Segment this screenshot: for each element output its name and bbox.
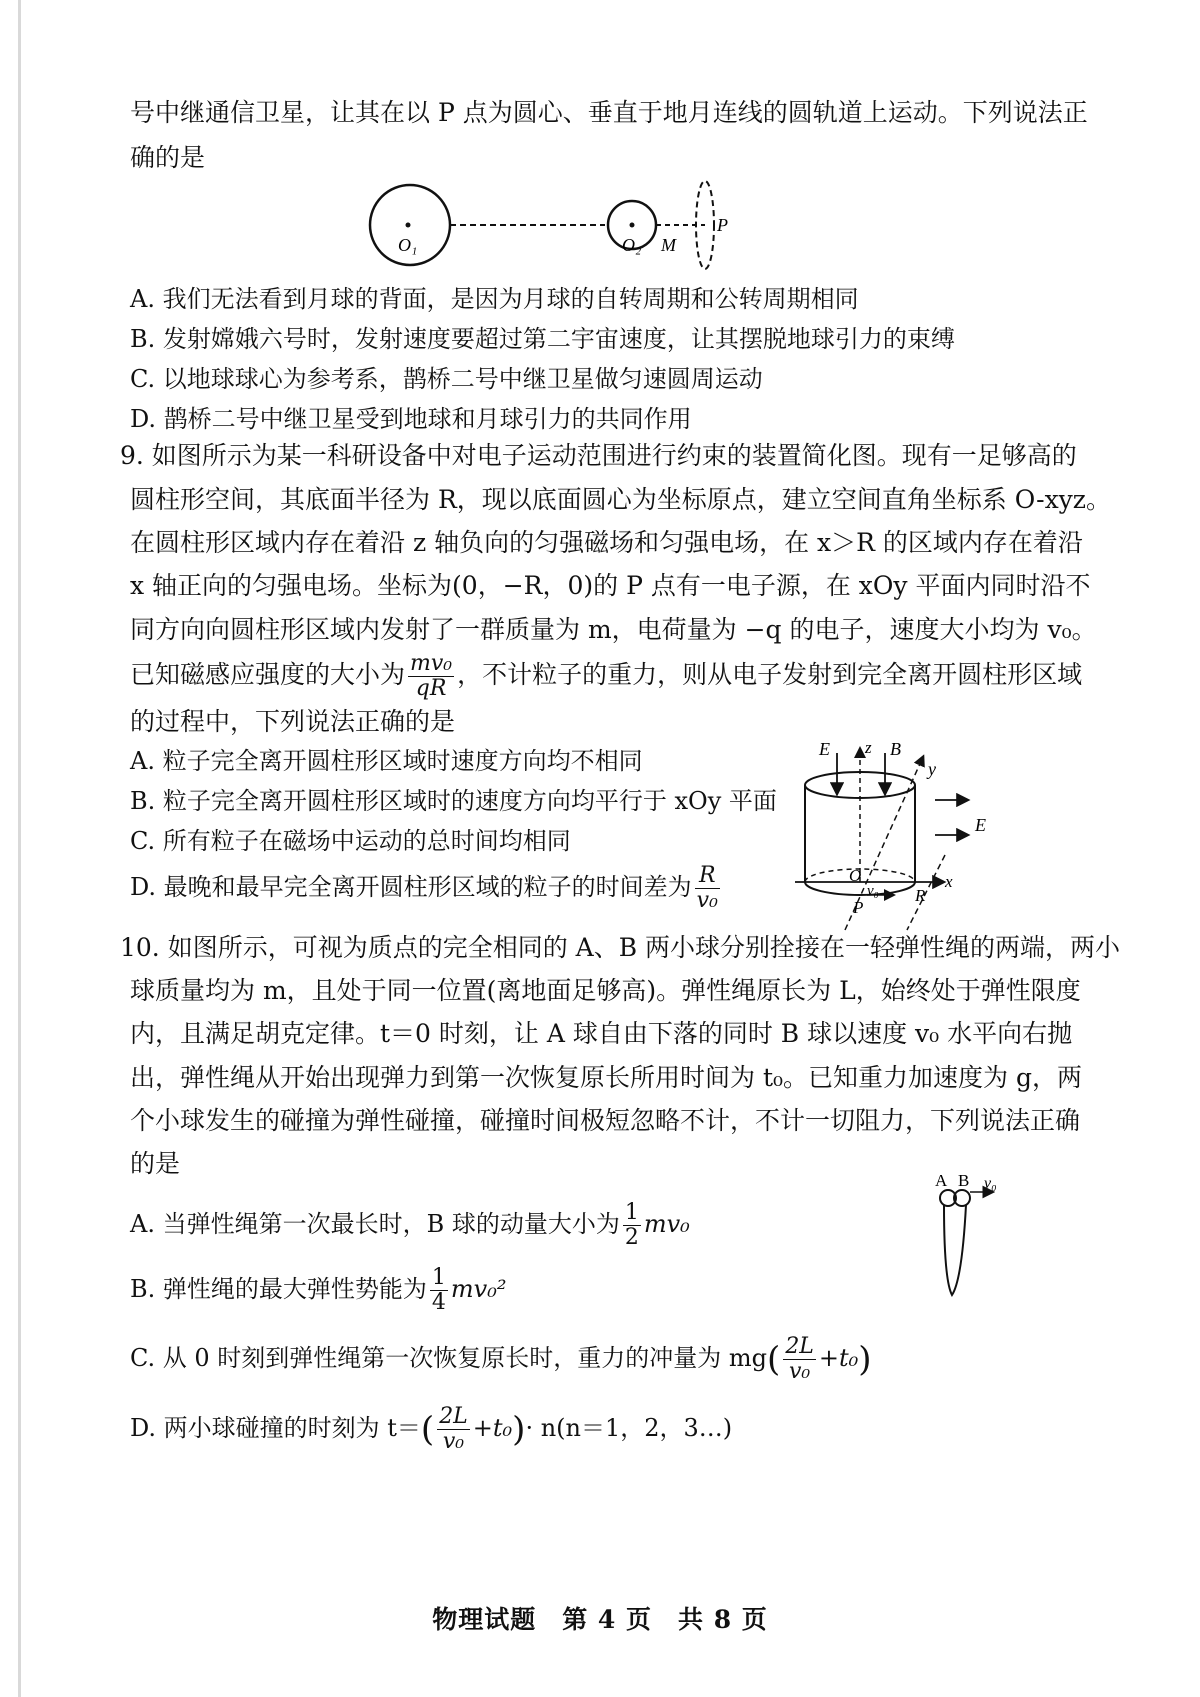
momentum-numerator: 1	[624, 1200, 639, 1225]
collision-fraction	[437, 1405, 470, 1454]
q10-option-b-text: B. 弹性绳的最大弹性势能为	[130, 1275, 427, 1303]
collision-tail: +t₀	[472, 1414, 513, 1442]
q10-line5: 个小球发生的碰撞为弹性碰撞，碰撞时间极短忽略不计，不计一切阻力，下列说法正确	[130, 1106, 1081, 1135]
impulse-tail: +t₀	[818, 1344, 859, 1372]
q8-option-a[interactable]: A. 我们无法看到月球的背面，是因为月球的自转周期和公转周期相同	[130, 285, 859, 313]
label-y: y	[928, 759, 936, 779]
q9-line3: 在圆柱形区域内存在着沿 z 轴负向的匀强磁场和匀强电场，在 x＞R 的区域内存在着沿	[130, 528, 1083, 557]
label-e-right: E	[975, 815, 986, 835]
momentum-denominator: 2	[624, 1225, 639, 1250]
q9-line5: 同方向向圆柱形区域内发射了一群质量为 m，电荷量为 −q 的电子，速度大小均为 v₀。	[130, 615, 1097, 644]
impulse-fraction	[783, 1335, 816, 1384]
q9-option-c[interactable]: C. 所有粒子在磁场中运动的总时间均相同	[130, 827, 571, 855]
momentum-tail: mv₀	[643, 1210, 690, 1238]
energy-denominator: 4	[431, 1290, 446, 1315]
cylinder-figure	[795, 735, 1020, 935]
elastic-rope-figure	[920, 1170, 1030, 1310]
collision-denominator: v₀	[442, 1429, 465, 1454]
label-o2: O₂	[622, 235, 642, 255]
label-o: O	[849, 866, 862, 885]
energy-tail: mv₀²	[450, 1275, 507, 1303]
label-o1: O₁	[398, 235, 418, 255]
q10-line3: 内，且满足胡克定律。t＝0 时刻，让 A 球自由下落的同时 B 球以速度 v₀ 水平向右抛	[130, 1019, 1073, 1048]
impulse-denominator: v₀	[788, 1359, 811, 1384]
q10-option-c[interactable]: C. 从 0 时刻到弹性绳第一次恢复原长时，重力的冲量为 mg( $\frac{2L}{\text{v₀}}$ +t₀)	[130, 1334, 872, 1384]
label-e-top: E	[819, 739, 830, 759]
q10-option-b[interactable]	[130, 1262, 506, 1316]
time-diff-numerator: R	[695, 864, 720, 889]
label-b: B	[890, 739, 901, 759]
earth-center-dot	[406, 223, 411, 228]
q9-option-d[interactable]	[130, 862, 723, 913]
boundary-line	[907, 855, 945, 930]
q10-option-a[interactable]	[130, 1197, 690, 1251]
momentum-fraction	[623, 1201, 641, 1250]
label-m: M	[661, 235, 676, 255]
label-ball-b: B	[958, 1171, 970, 1190]
elastic-rope	[944, 1205, 966, 1295]
q9-line7: 的过程中，下列说法正确的是	[130, 707, 456, 736]
impulse-numerator: 2L	[785, 1334, 814, 1359]
cylinder-top	[805, 772, 915, 798]
q10-option-a-text: A. 当弹性绳第一次最长时，B 球的动量大小为	[130, 1210, 620, 1238]
energy-numerator: 1	[431, 1265, 446, 1290]
b-field-fraction	[408, 652, 454, 701]
q10-line6: 的是	[130, 1149, 181, 1178]
label-x: x	[945, 872, 953, 891]
page-footer: 物理试题 第 4 页 共 8 页	[432, 1605, 768, 1634]
b-field-numerator: mv₀	[410, 651, 453, 676]
collision-n: · n(n＝1，2，3…)	[525, 1414, 733, 1442]
q9-line6-post: ，不计粒子的重力，则从电子发射到完全离开圆柱形区域	[457, 660, 1083, 689]
b-field-denominator: qR	[415, 676, 447, 701]
q9-line6	[130, 650, 1082, 701]
collision-numerator: 2L	[439, 1404, 468, 1429]
q10-line2: 球质量均为 m，且处于同一位置(离地面足够高)。弹性绳原长为 L，始终处于弹性限度	[130, 976, 1081, 1005]
earth-moon-figure	[360, 175, 760, 285]
q9-line6-pre: 已知磁感应强度的大小为	[130, 660, 406, 689]
q8-stem-line2: 确的是	[130, 143, 206, 172]
q8-option-c[interactable]: C. 以地球球心为参考系，鹊桥二号中继卫星做匀速圆周运动	[130, 365, 763, 393]
q9-line4: x 轴正向的匀强电场。坐标为(0，−R，0)的 P 点有一电子源，在 xOy 平面内同时沿不	[130, 571, 1091, 600]
q10-option-c-text: C. 从 0 时刻到弹性绳第一次恢复原长时，重力的冲量为 mg	[130, 1344, 768, 1372]
time-diff-denominator: v₀	[696, 888, 718, 913]
q9-line2: 圆柱形空间，其底面半径为 R，现以底面圆心为坐标原点，建立空间直角坐标系 O-xyz。	[130, 485, 1111, 514]
q9-option-b[interactable]: B. 粒子完全离开圆柱形区域时的速度方向均平行于 xOy 平面	[130, 787, 777, 815]
q9-option-d-text: D. 最晚和最早完全离开圆柱形区域的粒子的时间差为	[130, 873, 692, 901]
q10-line4: 出，弹性绳从开始出现弹力到第一次恢复原长所用时间为 t₀。已知重力加速度为 g，两	[130, 1063, 1082, 1092]
q10-option-d-text: D. 两小球碰撞的时刻为 t＝	[130, 1414, 421, 1442]
q9-line1: 9. 如图所示为某一科研设备中对电子运动范围进行约束的装置简化图。现有一足够高的	[120, 441, 1077, 470]
label-ball-a: A	[935, 1171, 948, 1190]
time-diff-fraction	[695, 864, 720, 913]
q8-stem-line1: 号中继通信卫星，让其在以 P 点为圆心、垂直于地月连线的圆轨道上运动。下列说法正	[130, 98, 1088, 127]
q8-option-d[interactable]: D. 鹊桥二号中继卫星受到地球和月球引力的共同作用	[130, 405, 692, 433]
label-v0-b: v₀	[984, 1175, 997, 1192]
label-z: z	[865, 738, 872, 757]
label-r: R	[915, 886, 926, 905]
q10-line1: 10. 如图所示，可视为质点的完全相同的 A、B 两小球分别拴接在一轻弹性绳的两端，两小	[120, 933, 1121, 962]
label-p: P	[717, 215, 728, 235]
moon-center-dot	[630, 223, 635, 228]
scan-edge	[18, 0, 21, 1697]
energy-fraction	[430, 1266, 448, 1315]
label-p-source: P	[853, 898, 864, 917]
q8-option-b[interactable]: B. 发射嫦娥六号时，发射速度要超过第二宇宙速度，让其摆脱地球引力的束缚	[130, 325, 955, 353]
q9-option-a[interactable]: A. 粒子完全离开圆柱形区域时速度方向均不相同	[130, 747, 643, 775]
label-v0: v₀	[867, 883, 879, 899]
q10-option-d[interactable]: D. 两小球碰撞的时刻为 t＝( $\frac{2L}{\text{v₀}}$ +t₀)· n(n＝1，2，3…)	[130, 1404, 733, 1454]
